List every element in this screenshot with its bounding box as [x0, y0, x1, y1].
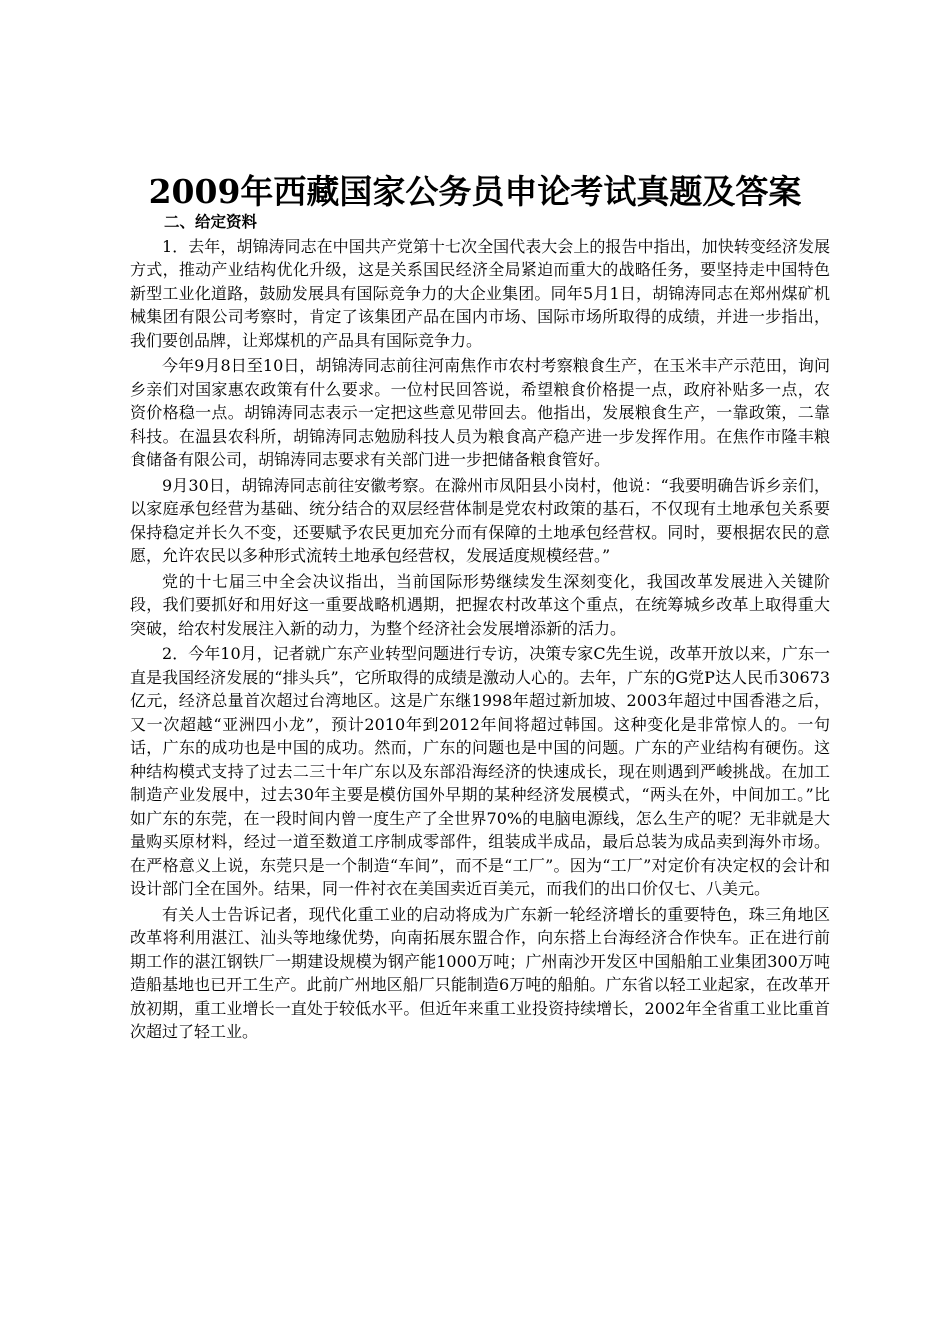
paragraph-2: 今年9月8日至10日，胡锦涛同志前往河南焦作市农村考察粮食生产，在玉米丰产示范田，询问乡亲们对国家惠农政策有什么要求。一位村民回答说，希望粮食价格提一点，政府补贴多一点，农资价格稳一点。胡锦涛同志表示一定把这些意见带回去。他指出，发展粮食生产，一靠政策，二靠科技。在温县农科所，胡锦涛同志勉励科技人员为粮食高产稳产进一步发挥作用。在焦作市隆丰粮食储备有限公司，胡锦涛同志要求有关部门进一步把储备粮食管好。	[130, 356, 830, 469]
paragraph-3: 9月30日，胡锦涛同志前往安徽考察。在滁州市凤阳县小岗村，他说：“我要明确告诉乡亲们，以家庭承包经营为基础、统分结合的双层经营体制是党农村政策的基石，不仅现有土地承包关系要保持稳定并长久不变，还要赋予农民更加充分而有保障的土地承包经营权。同时，要根据农民的意愿，允许农民以多种形式流转土地承包经营权，发展适度规模经营。”	[130, 475, 830, 565]
paragraph-4: 党的十七届三中全会决议指出，当前国际形势继续发生深刻变化，我国改革发展进入关键阶段，我们要抓好和用好这一重要战略机遇期，把握农村改革这个重点，在统筹城乡改革上取得重大突破，给农村发展注入新的动力，为整个经济社会发展增添新的活力。	[130, 571, 830, 638]
document-title: 2009年西藏国家公务员申论考试真题及答案	[148, 172, 802, 211]
paragraph-5: 2．今年10月，记者就广东产业转型问题进行专访，决策专家C先生说，改革开放以来，广东一直是我国经济发展的“排头兵”，它所取得的成绩是激动人心的。去年，广东的G党P达人民币30673亿元，经济总量首次超过台湾地区。这是广东继1998年超过新加坡、2003年超过中国香港之后，又一次超越“亚洲四小龙”，预计2010年到2012年间将超过韩国。这种变化是非常惊人的。一句话，广东的成功也是中国的成功。然而，广东的问题也是中国的问题。广东的产业结构有硬伤。这种结构模式支持了过去二三十年广东以及东部沿海经济的快速成长，现在则遇到严峻挑战。在加工制造产业发展中，过去30年主要是模仿国外早期的某种经济发展模式，“两头在外，中间加工。”比如广东的东莞，在一段时间内曾一度生产了全世界70%的电脑电源线，怎么生产的呢？无非就是大量购买原材料，经过一道至数道工序制成零部件，组装成半成品，最后总装为成品卖到海外市场。在严格意义上说，东莞只是一个制造“车间”，而不是“工厂”。因为“工厂”对定价有决定权的会计和设计部门全在国外。结果，同一件衬衣在美国卖近百美元，而我们的出口价仅七、八美元。	[130, 644, 830, 898]
section-heading: 二、给定资料	[164, 213, 258, 231]
paragraph-1: 1．去年，胡锦涛同志在中国共产党第十七次全国代表大会上的报告中指出，加快转变经济发展方式，推动产业结构优化升级，这是关系国民经济全局紧迫而重大的战略任务，要坚持走中国特色新型工业化道路，鼓励发展具有国际竞争力的大企业集团。同年5月1日，胡锦涛同志在郑州煤矿机械集团有限公司考察时，肯定了该集团产品在国内市场、国际市场所取得的成绩，并进一步指出，我们要创品牌，让郑煤机的产品具有国际竞争力。	[130, 236, 830, 350]
document-body	[130, 211, 830, 1044]
paragraph-6: 有关人士告诉记者，现代化重工业的启动将成为广东新一轮经济增长的重要特色，珠三角地区改革将利用湛江、汕头等地缘优势，向南拓展东盟合作，向东搭上台海经济合作快车。正在进行前期工作的湛江钢铁厂一期建设规模为钢产能1000万吨；广州南沙开发区中国船舶工业集团300万吨造船基地也已开工生产。此前广州地区船厂只能制造6万吨的船舶。广东省以轻工业起家，在改革开放初期，重工业增长一直处于较低水平。但近年来重工业投资持续增长，2002年全省重工业比重首次超过了轻工业。	[130, 904, 830, 1041]
